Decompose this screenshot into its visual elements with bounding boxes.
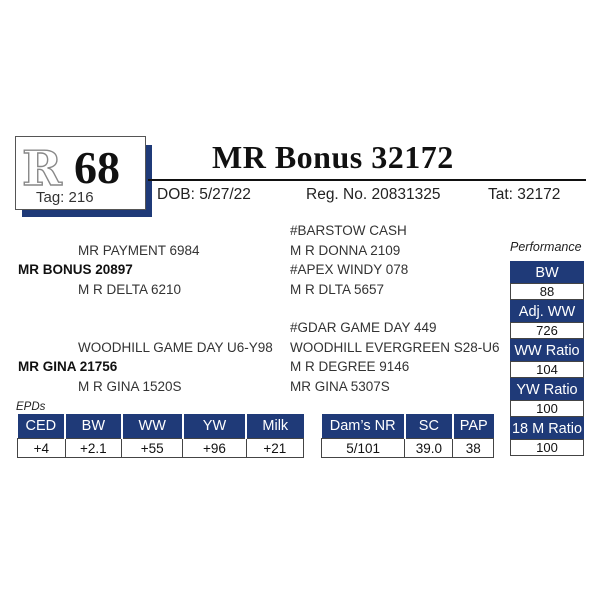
- perf-yw-ratio-value: 100: [510, 400, 584, 417]
- perf-adj-ww-header: Adj. WW: [510, 300, 584, 322]
- perf-ww-ratio-header: WW Ratio: [510, 339, 584, 361]
- lot-box: [15, 136, 146, 210]
- dam-nr-value: 5/101: [322, 439, 405, 458]
- dam-nr-header: Dam’s NR: [322, 414, 405, 439]
- dob: DOB: 5/27/22: [157, 186, 251, 203]
- sc-header: SC: [405, 414, 453, 439]
- pedigree-sire-dam: M R DELTA 6210: [78, 282, 182, 297]
- epd-header-milk: Milk: [246, 414, 303, 439]
- registration-number: Reg. No. 20831325: [306, 186, 441, 203]
- pedigree-sire-sire: MR PAYMENT 6984: [78, 243, 200, 258]
- sc-value: 39.0: [405, 439, 453, 458]
- pedigree-ddd: MR GINA 5307S: [290, 379, 390, 394]
- pedigree-dam-sire: WOODHILL GAME DAY U6-Y98: [78, 340, 273, 355]
- pedigree-dds: M R DEGREE 9146: [290, 359, 410, 374]
- epd-value-yw: +96: [183, 439, 246, 458]
- pedigree-dam: MR GINA 21756: [18, 359, 118, 374]
- perf-adj-ww-value: 726: [510, 322, 584, 339]
- epd-table: [17, 414, 304, 458]
- tag-number: Tag: 216: [36, 189, 94, 206]
- perf-bw-value: 88: [510, 283, 584, 300]
- pap-value: 38: [453, 439, 494, 458]
- r-logo-icon: R: [22, 141, 62, 197]
- epds-label: EPDs: [16, 401, 46, 413]
- lot-number: 68: [74, 142, 120, 193]
- epd-value-ww: +55: [122, 439, 183, 458]
- pedigree-dam-dam: M R GINA 1520S: [78, 379, 182, 394]
- epd-header-yw: YW: [183, 414, 246, 439]
- tattoo: Tat: 32172: [488, 186, 561, 203]
- dam-stats-table: [321, 414, 494, 458]
- perf-bw-header: BW: [510, 261, 584, 283]
- pedigree-dsd: WOODHILL EVERGREEN S28-U6: [290, 340, 500, 355]
- page-title: MR Bonus 32172: [212, 139, 454, 175]
- epd-value-bw: +2.1: [65, 439, 121, 458]
- epd-header-bw: BW: [65, 414, 121, 439]
- perf-18m-ratio-header: 18 M Ratio: [510, 417, 584, 439]
- pedigree-dss: #GDAR GAME DAY 449: [290, 320, 437, 335]
- perf-yw-ratio-header: YW Ratio: [510, 378, 584, 400]
- pedigree-sss: #BARSTOW CASH: [290, 223, 407, 238]
- pedigree-sdd: M R DLTA 5657: [290, 282, 385, 297]
- epd-value-ced: +4: [18, 439, 66, 458]
- pedigree-ssd: M R DONNA 2109: [290, 243, 401, 258]
- epd-value-milk: +21: [246, 439, 303, 458]
- pap-header: PAP: [453, 414, 494, 439]
- epd-header-ced: CED: [18, 414, 66, 439]
- perf-ww-ratio-value: 104: [510, 361, 584, 378]
- perf-18m-ratio-value: 100: [510, 439, 584, 456]
- pedigree-sire: MR BONUS 20897: [18, 262, 133, 277]
- epd-header-ww: WW: [122, 414, 183, 439]
- title-divider: [148, 179, 586, 181]
- performance-label: Performance: [510, 240, 582, 254]
- pedigree-sds: #APEX WINDY 078: [290, 262, 409, 277]
